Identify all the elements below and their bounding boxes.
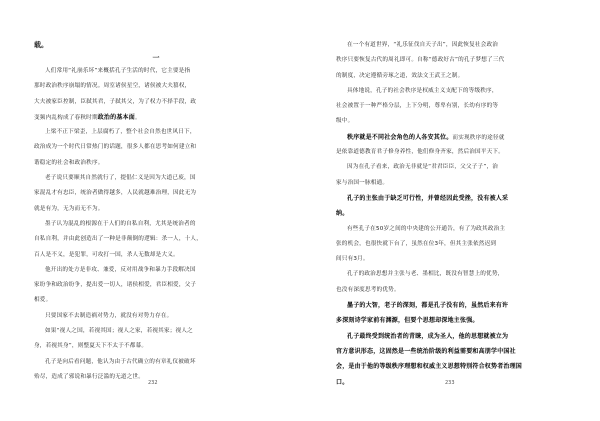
page-number-left: 232 bbox=[148, 380, 158, 386]
text-line: 孔子是向后看问题，他认为由于古代确立的有章礼仪被破坏 bbox=[45, 358, 196, 365]
text-line: 谐稳定的社会和政治秩序。 bbox=[34, 159, 104, 166]
text-line: 他开出的处方是非攻、兼爱，反对用战争和暴力手段解决国 bbox=[45, 266, 196, 273]
text-line: 大夫被家臣控制，臣弑其君，子弑其父，为了权力不择手段，政 bbox=[34, 98, 197, 105]
text-line: 孔子的政治思想并主张与老、墨相比，既没有智慧上的优势， bbox=[347, 271, 504, 278]
right-text-block bbox=[336, 38, 570, 390]
text-line: 自私自利，并由此创造出了一种是非颠倒的逻辑：杀一人，十人， bbox=[34, 236, 203, 243]
text-line bbox=[336, 344, 570, 359]
text-line: 墨子认为混乱的根源在于人们的自私自利，尤其是统治者的 bbox=[45, 220, 196, 227]
text-line bbox=[336, 191, 570, 206]
text-line: 家纷争和政治纷争，提出爱一切人，诸侯相爱，君臣相爱，父子 bbox=[34, 282, 197, 289]
text-line: 如果“视人之国，若视其国；视人之家，若视其家；视人之 bbox=[45, 328, 193, 335]
text-line: 人们常用“礼崩乐坏”来概括孔子生活的时代，它主要是指 bbox=[45, 68, 191, 74]
text-line bbox=[336, 298, 570, 313]
text-line: 间只有3月。 bbox=[336, 256, 369, 263]
left-page bbox=[34, 38, 278, 398]
text-line bbox=[336, 359, 570, 374]
bold-text: 秩序就是不同社会角色的人各安其位。 bbox=[347, 133, 453, 141]
section-mark: 一 bbox=[152, 54, 160, 62]
text-line: 社会被置于一种严格分层，上下分明，尊卑有别，长幼有序的等 bbox=[336, 103, 499, 110]
bold-text: 官方意识形态，这固然是一些统治阶级的利益需要和高朋学中国社 bbox=[336, 347, 516, 355]
bold-text: 孔子最终受到统治者的青睐，成为圣人，他的思想就被立为 bbox=[347, 332, 509, 340]
text-line: 也没有深度思考的优势。 bbox=[336, 286, 400, 293]
text-line: 身，若视其身”，则整夏天下不太于不都幕。 bbox=[34, 343, 148, 350]
left-text-block bbox=[34, 64, 278, 385]
text-segment: 变频内乱构成了春秋时期 bbox=[34, 114, 98, 121]
text-line: 因为在孔子看来，政治无非就是“君君臣臣，父父子子”，治 bbox=[347, 164, 499, 171]
text-line: 政治成为一个时代日常热门的话题，很多人都在思考如何建立和 bbox=[34, 144, 197, 151]
bold-text: 会，是由于他的等级秩序理想和权威主义思想特别符合权势者治理国 bbox=[336, 363, 523, 371]
text-line: 有些孔子在50岁之间的中央建的公开通告，有了为政其政治主 bbox=[347, 225, 506, 232]
text-line bbox=[336, 313, 570, 328]
text-line: 的制度，决定遵循旁琢之道，效法文王武王之制。 bbox=[336, 72, 464, 79]
text-line: 具体地说，孔子的社会秩序是权威主义支配下的等级秩序， bbox=[347, 87, 498, 94]
bold-text: 政治的基本面 bbox=[97, 113, 135, 121]
text-line bbox=[34, 110, 278, 125]
text-line: 殆尽，造成了邪说和暴行泛滥的无道之世。 bbox=[34, 373, 145, 380]
text-line: 家混乱才有忠臣，统治者做得越多，人民就越难治理，因此无为 bbox=[34, 190, 197, 197]
text-line: 秩序只要恢复古代的周礼即可。自称“德政好古”的孔子梦想了三代 bbox=[336, 57, 505, 64]
bold-text: 墨子的大智，老子的深刻，都是孔子没有的，虽然后来有许 bbox=[347, 302, 509, 310]
text-line bbox=[336, 329, 570, 344]
text-line: 百人是不义，是犯罪，可攻打一国，杀人无数却是大义。 bbox=[34, 251, 179, 258]
bold-text: 口。 bbox=[336, 378, 349, 386]
bold-text: 纳。 bbox=[336, 210, 349, 218]
text-line: 相爱。 bbox=[34, 297, 52, 304]
text-line bbox=[336, 130, 570, 145]
text-line: 在一个有道世界，“礼乐征伐自天子出”，因此恢复社会政治 bbox=[347, 42, 499, 48]
text-tail: 而实现秩序的途径就 bbox=[452, 134, 505, 141]
text-line: 老子说只要顺其自然就行了，提倡仁义是因为大道已废，国 bbox=[45, 175, 196, 182]
bold-text: 孔子的主张由于缺乏可行性，并曾经因此受挫，没有被人采 bbox=[347, 194, 509, 202]
text-line: 上梁不正下梁歪，上层腐朽了，整个社会自然也世风日下， bbox=[45, 129, 196, 136]
top-mark: 载。 bbox=[34, 41, 48, 49]
text-segment: 。 bbox=[134, 114, 141, 121]
text-line: 只要国家不去制造祸对势力，就没有对势力存在。 bbox=[45, 312, 173, 319]
text-line: 就是有为，无为而无不为。 bbox=[34, 205, 104, 212]
bold-text: 多深刻诗学家前有渊源，但要个思想却深地主张强。 bbox=[336, 317, 479, 325]
text-line: 那时政治秩序崩塌的情况。周室诸侯星空，诸侯被大夫篡权， bbox=[34, 83, 191, 90]
right-page bbox=[336, 38, 570, 398]
text-line bbox=[336, 206, 570, 221]
text-line: 是依靠道德教育君子修身养性，他们修身齐家，然后治国平天下。 bbox=[336, 149, 505, 156]
text-line: 张的机会，也很快就下台了，虽然在位3年，但其主张依然迟到 bbox=[336, 240, 497, 247]
text-line: 级中。 bbox=[336, 118, 354, 125]
text-line: 家与治国一脉相通。 bbox=[336, 179, 389, 186]
page-number-right: 233 bbox=[445, 380, 455, 386]
